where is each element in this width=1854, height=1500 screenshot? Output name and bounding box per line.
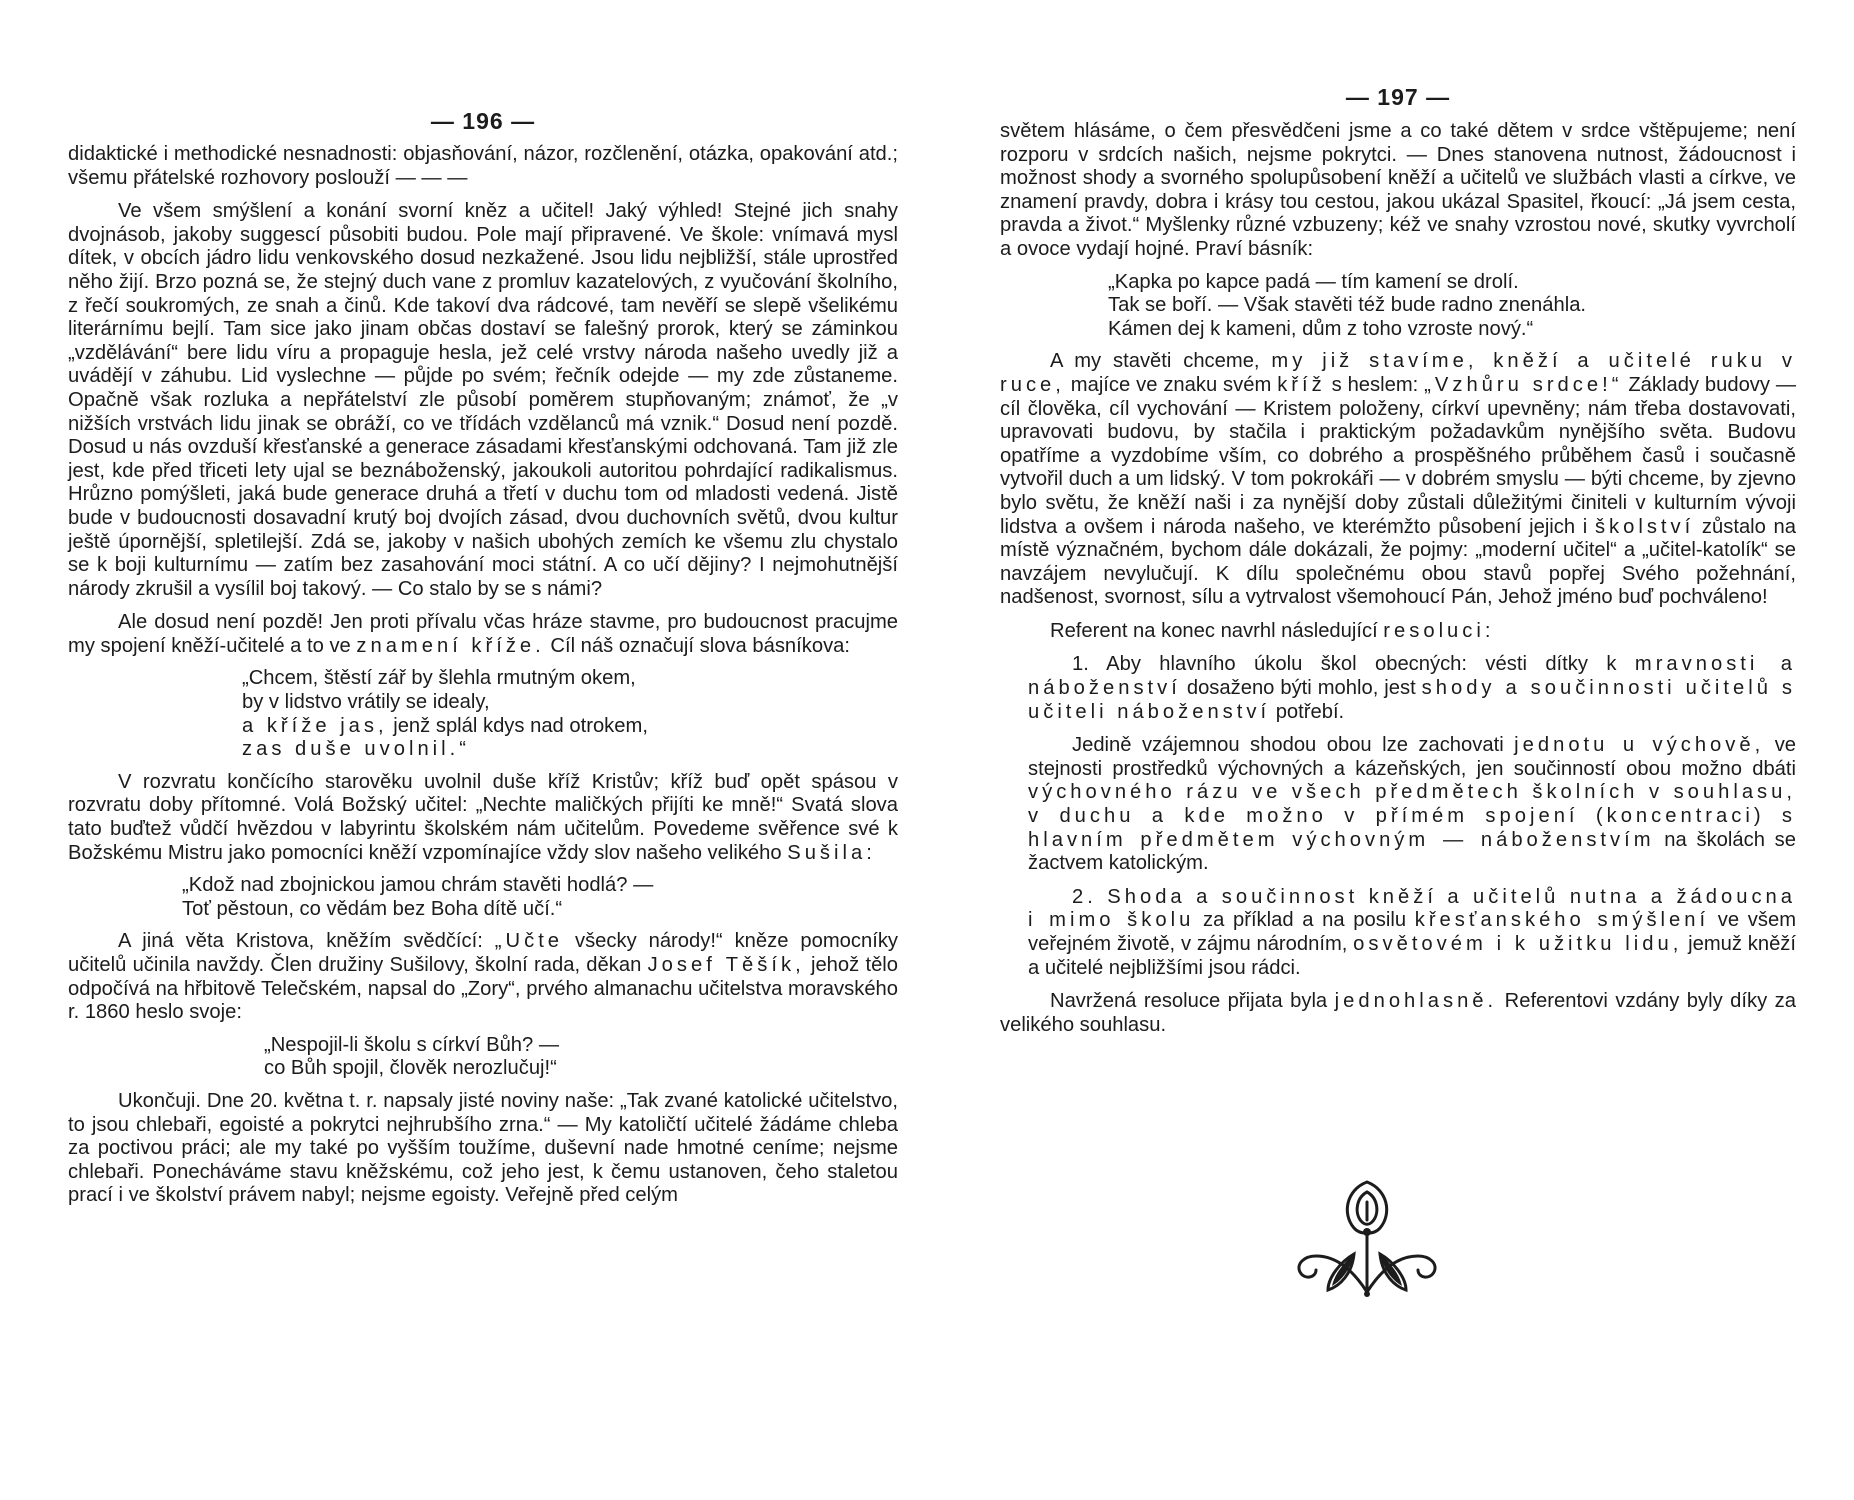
left-page: [68, 0, 898, 1500]
verse-line: a kříže jas, jenž splál kdys nad otrokem,: [242, 714, 648, 737]
verse-line: „Kdož nad zbojnickou jamou chrám stavěti hodlá? —: [182, 874, 654, 897]
page-number: — 197 —: [1345, 84, 1451, 110]
verse-line: Toť pěstoun, co vědám bez Boha dítě učí.“: [182, 897, 563, 920]
paragraph: A my stavěti chceme, my již stavíme, kněží a učitelé ruku v ruce, majíce ve znaku svém kříž s heslem: „Vzhůru srdce!“ Základy budovy — cíl člověka, cíl vychování — Kristem položeny, církví upevněny; nám třeba dostavovati, upravovati budovu, by stačila i praktickým požadavkům nynějšího světa. Budovu opatříme a vyzdobíme vším, co dobrého a prospěšného průběhem časů i současně vytvořil duch a um lidský. V tom pokrokáři — v dobrém smyslu — býti chceme, by zjevno bylo světu, že kněží naši i za nynější doby zůstali důležitými činiteli v kulturním vývoji lidstva a ovšem i národa našeho, ve kterémžto působení jejich i školství zůstalo na místě význačném, bychom dále dokázali, že pojmy: „moderní učitel“ a „učitel-katolík“ se navzájem nevylučují. K dílu společnému obou stavů popřej Svého požehnání, nadšenost, svornost, sílu a vytrvalost všemohoucí Pán, Jehož jméno buď pochváleno!: [1000, 350, 1797, 609]
paragraph: světem hlásáme, o čem přesvědčeni jsme a co také dětem v srdce vštěpujeme; není rozporu v srdcích našich, nejsme pokrytci. — Dnes stanovena nutnost, žádoucnost i možnost shody a svorného spolupůsobení kněží a učitelů ve službách vlasti a církve, ve znamení pravdy, dobra i krásy tou cestou, jakou ukázal Spasitel, řkoucí: „Já jsem cesta, pravda a život.“ Myšlenky různé vzbuzeny; kéž ve snahy vzrostou nové, skutky vyvrcholí a ovoce vydají hojné. Praví básník:: [1000, 120, 1796, 260]
verse-block: [264, 1034, 898, 1081]
page-number: — 196 —: [430, 108, 536, 134]
emphasis: znamení kříže.: [356, 634, 545, 657]
verse-line: Tak se boří. — Však stavěti též bude radno znenáhla.: [1108, 294, 1587, 317]
verse-line: co Bůh spojil, člověk nerozlučuj!“: [264, 1057, 557, 1080]
paragraph: Referent na konec navrhl následující resoluci:: [1050, 619, 1495, 642]
verse-line: „Chcem, štěstí zář by šlehla rmutným okem,: [242, 667, 636, 690]
verse-block: [1108, 271, 1796, 342]
paragraph: A jiná věta Kristova, kněžím svědčící: „Učte všecky národy!“ kněze pomocníky učitelů učinila navždy. Člen družiny Sušilovy, školní rada, děkan Josef Těšík, jehož tělo odpočívá na hřbitově Telečském, napsal do „Zory“, prvého almanachu učitelstva moravského r. 1860 heslo svoje:: [68, 930, 899, 1024]
paragraph: Ve všem smýšlení a konání svorní kněz a učitel! Jaký výhled! Stejné jich snahy dvojnásob, jakoby suggescí působiti budou. Pole mají připravené. Ve škole: vnímavá mysl dítek, v obcích jádro lidu venkovského dosud nezkažené. Jsou lidu nejbližší, stále uprostřed něho žijí. Brzo pozná se, že stejný duch vane z promluv kazatelových, z vyučování školního, z řečí soukromých, ze snah a činů. Kde takoví dva rádcové, tam nevěří se slepě všelikému literárnímu bejlí. Tam sice jako jinam občas dostaví se falešný prorok, který se záminkou „vzdělávání“ bere lidu víru a propaguje hesla, jež celé vrstvy národa našeho uvedly již a uvádějí v záhubu. Lid vyslechne — půjde po svém; řečník odejde — my zde zůstaneme. Opačně však rozluka a nepřátelství zle působí poměrem stupňovaným; známoť, že „v nižších vrstvách lidu jinak se obráží, co ve třídách vzdělanců má vznik.“ Dosud není pozdě. Dosud u nás ovzduší křesťanské a generace zásadami křesťanskými odchovaná. Tam již zle jest, kde před třiceti lety ujal se beznáboženský, jakoukoli autoritou pohrdající radikalismus. Hrůzno pomýšleti, jaká bude generace druhá a třetí v duchu tom od mladosti vedená. Jistě bude v budoucnosti dosavadní krutý boj dvojích zásad, dvou duchovních světů, dvou kultur ještě úpornější, spletilejší. Zdá se, jakoby v našich ubohých zemích ke všemu zlu chystalo se k boji kulturnímu — zatím bez zasahování moci státní. A co učí dějiny? I nejmohutnější národy zkrušil a vysílil boj takový. — Co stalo by se s námi?: [68, 200, 898, 600]
verse-block: [182, 874, 898, 921]
verse-line: Kámen dej k kameni, dům z toho vzroste nový.“: [1108, 317, 1534, 340]
verse-line: „Nespojil-li školu s církví Bůh? —: [264, 1033, 560, 1056]
verse-line: zas duše uvolnil.“: [242, 738, 470, 761]
right-page: [1000, 0, 1796, 1500]
verse-block: [242, 667, 898, 761]
floral-ornament-icon: [1282, 1172, 1452, 1307]
resolution-item: 2. Shoda a součinnost kněží a učitelů nutna a žádoucna i mimo školu za příklad a na posilu křesťanského smýšlení ve všem veřejném životě, v zájmu národním, osvětovém i k užitku lidu, jemuž kněží a učitelé nejbližšími jsou rádci.: [1028, 885, 1797, 979]
paragraph: Navržená resoluce přijata byla jednohlasně. Referentovi vzdány byly díky za velikého souhlasu.: [1000, 990, 1797, 1036]
paragraph: Ukončuji. Dne 20. května t. r. napsaly jisté noviny naše: „Tak zvané katolické učitelstvo, to jsou chlebaři, egoisté a pokrytci nejhrubšího zrna.“ — My katoličtí učitelé žádáme chleba za poctivou práci; ale my také po vyšším toužíme, duševní nade hmotné ceníme; nejsme chlebaři. Ponecháváme stavu kněžskému, což jeho jest, k čemu ustanoven, čeho staletou prací i ve školství právem nabyl; nejsme egoisty. Veřejně před celým: [68, 1089, 898, 1207]
paragraph: didaktické i methodické nesnadnosti: objasňování, názor, rozčlenění, otázka, opakování atd.; všemu přátelské rozhovory poslouží — — —: [68, 143, 898, 189]
verse-line: „Kapka po kapce padá — tím kamení se drolí.: [1108, 270, 1519, 293]
paragraph: Ale dosud není pozdě! Jen proti přívalu včas hráze stavme, pro budoucnost pracujme my spojení kněží-učitelé a to ve znamení kříže. Cíl náš označují slova básníkova:: [68, 611, 898, 657]
resolution-item: Jedině vzájemnou shodou obou lze zachovati jednotu u výchově, ve stejnosti prostředků výchovných a kázeňských, jen součinností obou možno dbáti výchovného rázu ve všech předmětech školních v souhlasu, v duchu a kde možno v přímém spojení (koncentraci) s hlavním předmětem výchovným — náboženstvím na školách se žactvem katolickým.: [1028, 734, 1797, 875]
paragraph: V rozvratu končícího starověku uvolnil duše kříž Kristův; kříž buď opět spásou v rozvratu doby přítomné. Volá Božský učitel: „Nechte maličkých přijíti ke mně!“ Svatá slova tato buďtež vůdčí hvězdou v labyrintu školském nám učitelům. Povedeme svěřence své k Božskému Mistru jako pomocníci kněží vzpomínajíce vždy slov našeho velikého Sušila:: [68, 770, 898, 864]
resolution-item: 1. Aby hlavního úkolu škol obecných: vésti dítky k mravnosti a náboženství dosaženo býti mohlo, jest shody a součinnosti učitelů s učiteli náboženství potřebí.: [1028, 653, 1797, 723]
verse-line: by v lidstvo vrátily se idealy,: [242, 691, 490, 714]
